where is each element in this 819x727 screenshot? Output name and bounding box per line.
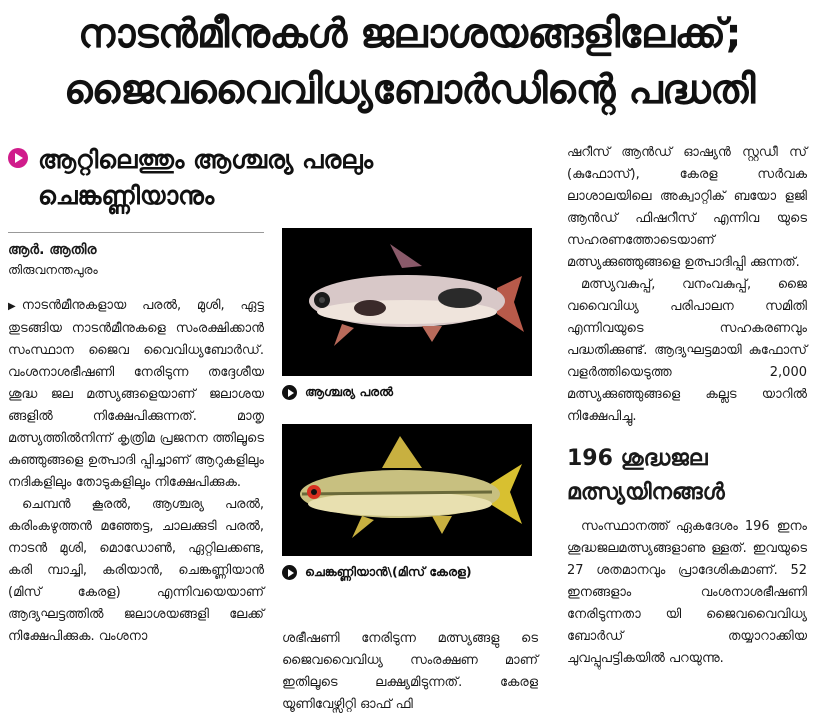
- headline-line-2: ജൈവവൈവിധ്യബോർഡിന്റെ പദ്ധതി: [64, 67, 755, 113]
- column-1: [8, 232, 264, 648]
- divider: [8, 232, 264, 233]
- headline-line-1: നാടൻമീനുകൾ ജലാശയങ്ങളിലേക്ക്;: [77, 11, 742, 57]
- play-bullet-icon: [8, 148, 28, 168]
- subheadline: [8, 142, 548, 214]
- column-3: [567, 142, 807, 670]
- play-icon: [282, 385, 297, 400]
- article-paragraph: ശഭീഷണി നേരിടുന്ന മത്സ്യങ്ങളു ടെ ജൈവവൈവിധ്യ സംരക്ഷണ മാണ് ഇതിലൂടെ ലക്ഷ്യമിടുന്നത്. കേരള യൂണിവേഴ്സിറ്റി ഓഫ് ഫി: [282, 631, 538, 712]
- column-2: [282, 628, 538, 716]
- section-heading-line-1: 196 ശുദ്ധജല: [567, 446, 708, 471]
- fish-photo-ashcharya-paral: [282, 228, 532, 376]
- article-paragraph: മത്സ്യവകുപ്പ്, വനംവകുപ്പ്, ജൈ വവൈവിധ്യ പരിപാലന സമിതി എന്നിവയുടെ സഹകരണവും പദ്ധതിക്കുണ്ട്. ആദ്യഘട്ടമായി കുഫോസ് വളർത്തിയെടുത്ത 2,000 മത്സ്യക്കുഞ്ഞുങ്ങളെ കല്ലട യാറിൽ നിക്ഷേപിച്ചു.: [567, 277, 807, 424]
- article-paragraph: സംസ്ഥാനത്ത് ഏകദേശം 196 ഇനം ശുദ്ധജലമത്സ്യങ്ങളാണു ള്ളത്. ഇവയുടെ 27 ശതമാനവും പ്രാദേശികമാണ്. 52 ഇനങ്ങളാം വംശനാശഭീഷണി നേരിടുന്നതാ യി ജൈവവൈവിധ്യ ബോർഡ് തയ്യാറാക്കിയ ചുവപ്പുപട്ടികയിൽ പറയുന്നു.: [567, 519, 807, 666]
- play-icon: [282, 565, 297, 580]
- triangle-bullet-icon: ▶: [8, 301, 16, 312]
- fish-illustration-1: [282, 228, 532, 376]
- section-heading: [567, 442, 807, 510]
- article-text: നാടൻമീനുകളായ പരൽ, മുശി, ഏട്ട തുടങ്ങിയ നാടൻമീനുകളെ സംരക്ഷിക്കാൻ സംസ്ഥാന ജൈവ വൈവിധ്യബോർഡ്. വംശനാശഭീഷണി നേരിടുന്ന തദ്ദേശീയ ശുദ്ധ ജല മത്സ്യങ്ങളെയാണ് ജലാശയ ങ്ങളിൽ നിക്ഷേപിക്കുന്നത്. മാതൃ മത്സ്യത്തിൽനിന്ന് കൃത്രിമ പ്രജനന ത്തിലൂടെ കുഞ്ഞുങ്ങളെ ഉത്പാദി പ്പിച്ചാണ് ആറുകളിലും നദികളിലും തോടുകളിലും നിക്ഷേപിക്കുക.: [8, 298, 264, 490]
- fish-illustration-2: [282, 424, 532, 556]
- subheadline-line-1: ആറ്റിലെത്തും ആശ്ചര്യ പരലും: [38, 145, 374, 174]
- article-paragraph: ചെമ്പൻ കൂരൽ, ആശ്ചര്യ പരൽ, കരിംകഴുത്തൻ മഞ്ഞേട്ട, ചാലക്കുടി പരൽ, നാടൻ മുശി, മൊഡോൺ, ഏറ്റിലക്കണ്ട, കരി മ്പാച്ചി, കരിയാൻ, ചെങ്കണ്ണിയാൻ (മിസ് കേരള) എന്നിവയെയാണ് ആദ്യഘട്ടത്തിൽ ജലാശയങ്ങളി ലേക്ക് നിക്ഷേപിക്കുക. വംശനാ: [8, 497, 264, 644]
- photo-caption-2: ചെങ്കണ്ണിയാൻ\(മിസ് കേരള): [282, 564, 472, 580]
- photo-caption-1: ആശ്ചര്യ പരൽ: [282, 384, 393, 400]
- headline: [0, 6, 819, 118]
- section-heading-line-2: മത്സ്യയിനങ്ങൾ: [567, 480, 725, 505]
- byline-place: തിരുവനന്തപുരം: [8, 262, 98, 277]
- article-paragraph: ഷറീസ് ആൻഡ് ഓഷ്യൻ സ്റ്റഡീ സ് (കുഫോസ്), കേരള സർവക ലാശാലയിലെ അക്വാറ്റിക് ബയോ ളജി ആൻഡ് ഫിഷറീസ് എന്നിവ യുടെ സഹരണത്തോടെയാണ് മത്സ്യക്കുഞ്ഞുങ്ങളെ ഉത്പാദിപ്പി ക്കുന്നത്.: [567, 145, 807, 270]
- fish-photo-chenkanniyan: [282, 424, 532, 556]
- article-paragraph: [8, 295, 264, 494]
- byline-author: ആർ. ആതിര: [8, 242, 97, 258]
- subheadline-line-2: ചെങ്കണ്ണിയാനും: [38, 181, 215, 210]
